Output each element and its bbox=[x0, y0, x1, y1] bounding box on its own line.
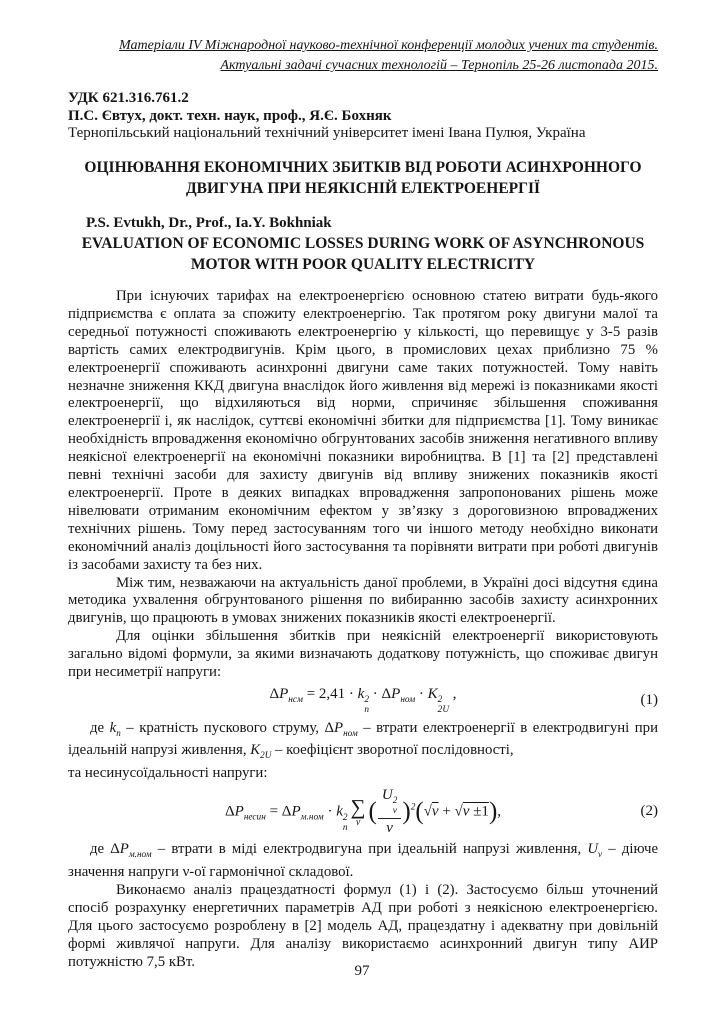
paper-title-english: EVALUATION OF ECONOMIC LOSSES DURING WORK OF ASYNCHRONOUS MOTOR WITH POOR QUALITY ELECTRICITY bbox=[81, 235, 645, 273]
paragraph-formulas-intro: Для оцінки збільшення збитків при неякісній електроенергії використовують загально відомі формули, за якими визначають додаткову потужність, що споживає двигун при несиметрії напруги: bbox=[68, 628, 658, 681]
formula-2-row bbox=[68, 787, 658, 837]
formula-1: $\Delta P_{нсм} = 2,41 \cdot k$ 2 п · $\Delta P_{ном} \cdot K$ 2 2U , bbox=[269, 685, 457, 715]
paragraph-analysis: Виконаємо аналіз працездатності формул (1) і (2). Застосуємо більш уточнений спосіб розрахунку енергетичних параметрів АД при роботі з неякісною електроенергією. Для цього застосуємо розроблену в [2] модель АД, працездатну і адекватну при довільній формі живлячої напруги. Для аналізу використаємо асинхронний двигун типу АИР потужністю 7,5 кВт. bbox=[68, 881, 658, 970]
paragraph-problem: Між тим, незважаючи на актуальність даної проблеми, в Україні досі відсутня єдина методика ухвалення обгрунтованого рішення по вибиранню засобів захисту асинхронних двигунів, що працюють в умовах знижених показників якості електроенергії. bbox=[68, 574, 658, 627]
paper-title-ukrainian: ОЦІНЮВАННЯ ЕКОНОМІЧНИХ ЗБИТКІВ ВІД РОБОТИ АСИНХРОННОГО ДВИГУНА ПРИ НЕЯКІСНІЙ ЕЛЕКТРОЕНЕРГІЇ bbox=[84, 159, 642, 197]
paper-body bbox=[68, 288, 658, 971]
paragraph-intro: При існуючих тарифах на електроенергією основною статею витрати будь-якого підприємства є оплата за спожиту електроенергію. Так протягом року двигуни малої та середньої потужності споживають електроенергію у кількості, що перевищує у 3-5 разів вартість самих електродвигунів. Крім цього, в промислових цехах приблизно 75 % електроенергії споживають асинхронні двигуни саме таких потужностей. Тому навіть незначне зниження ККД двигуна внаслідок його живлення від мережі із показниками якості електроенергії, що відхиляються від норми, спричиняє збільшення споживання електроенергії і, як наслідок, суттєві економічні збитки для підприємства [1]. Тому виникає необхідність впровадження економічно обгрунтованих засобів зниження негативного впливу неякісної електроенергії на економічні показники виробництва. В [1] та [2] представлені певні технічні засоби для захисту двигунів від впливу знижених показників якості електроенергії. Проте в деяких випадках впровадження запропонованих рішень може нівелювати отриманим економічним ефектом у зв’язку з дороговизною впроваджених технічних рішень. Тому перед застосуванням того чи іншого методу необхідно виконати економічний аналіз доцільності його застосування та порівняти витрати при роботі двигунів із засобами захисту та без них. bbox=[68, 288, 658, 573]
conference-header-line-2: Актуальні задачі сучасних технологій – Тернопіль 25-26 листопада 2015. bbox=[220, 58, 658, 73]
authors-ukrainian: П.С. Євтух, докт. техн. наук, проф., Я.Є. Бохняк bbox=[68, 108, 392, 124]
formula-1-row bbox=[68, 686, 658, 716]
page-number: 97 bbox=[354, 963, 370, 979]
udc-code: УДК 621.316.761.2 bbox=[68, 90, 189, 106]
paragraph-where-1: де $k_п$ – кратність пускового струму, $\Delta P_{ном}$ – втрати електроенергії в електродвигуні при ідеальній напрузі живлення, $K_{2U}$ – коефіцієнт зворотної послідовності, bbox=[68, 719, 658, 761]
paragraph-where-2: де $\Delta P_{м.ном}$ – втрати в міді електродвигуна при ідеальній напрузі живлення, $U_\nu$ – діюче значення напруги ν-ої гармонічної складової. bbox=[68, 841, 659, 881]
formula-2: $\Delta P_{несин} = \Delta P_{м.ном} \cdot k$ 2 п ∑ ν ( U 2 ν ν )$^2$(√ν + √ν ±1), bbox=[224, 787, 502, 836]
authors-english: P.S. Evtukh, Dr., Prof., Ia.Y. Bokhniak bbox=[86, 215, 332, 231]
formula-2-number: (2) bbox=[640, 803, 658, 820]
conference-header bbox=[68, 36, 658, 76]
paragraph-where-1b: та несинусоїдальності напруги: bbox=[68, 765, 268, 782]
formula-1-number: (1) bbox=[640, 691, 658, 708]
affiliation: Тернопільський національний технічний університет імені Івана Пулюя, Україна bbox=[68, 125, 586, 141]
conference-header-line-1: Матеріали IV Міжнародної науково-технічної конференції молодих учених та студентів. bbox=[119, 38, 658, 53]
